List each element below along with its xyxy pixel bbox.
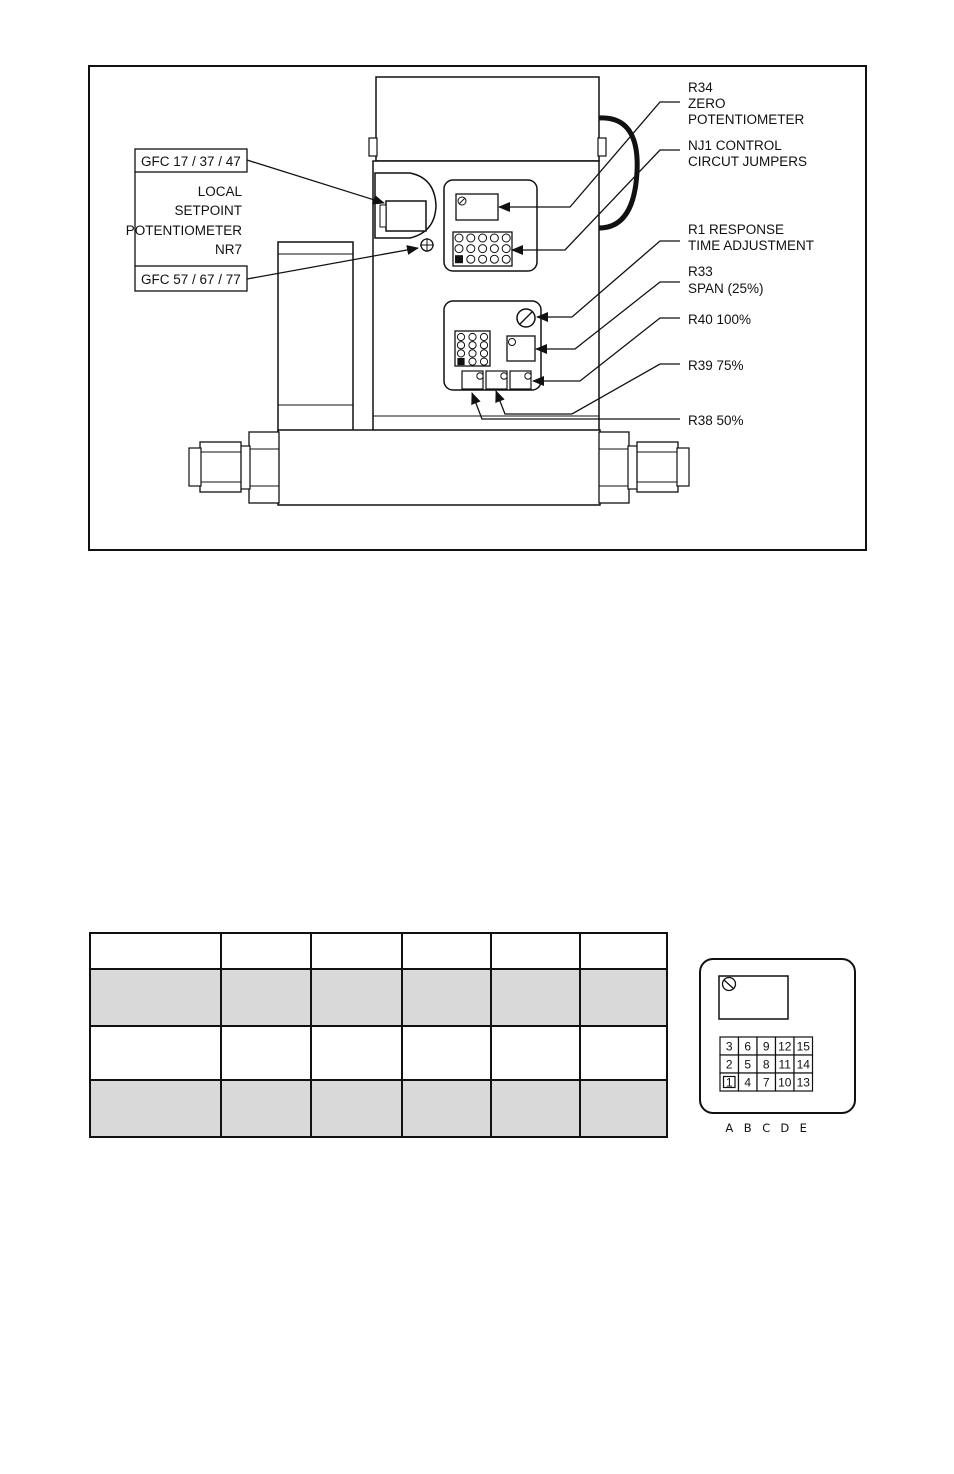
jumper-pin [502, 255, 510, 263]
setpoint-label-line-4: NR7 [214, 242, 242, 257]
r33-label-line-2: SPAN (25%) [688, 281, 764, 296]
jumper-pin [480, 358, 487, 365]
table-row [90, 969, 667, 1026]
side-module [278, 242, 353, 432]
table-row [90, 933, 667, 969]
table-cell [311, 1080, 402, 1137]
jumper-pin [455, 245, 463, 253]
jumper-cell-number: 15 [796, 1039, 810, 1054]
jumper-column-letter: A [725, 1121, 734, 1135]
jumper-pin [469, 333, 476, 340]
table-cell [90, 1080, 221, 1137]
gfc-bottom-label: GFC 57 / 67 / 77 [141, 272, 241, 287]
table-cell [491, 933, 580, 969]
jumper-cell-number: 6 [744, 1039, 752, 1054]
table-cell [580, 969, 667, 1026]
jumper-cell-number: 5 [744, 1057, 752, 1072]
jumper-pin [479, 234, 487, 242]
table-cell [90, 1026, 221, 1080]
leader-gfc-top [247, 160, 384, 203]
device-top-block [376, 77, 599, 161]
jumper-cell-number: 7 [762, 1075, 770, 1090]
jumper-pin [490, 245, 498, 253]
device-diagram [0, 0, 954, 600]
jumper-cell-number: 11 [778, 1057, 791, 1072]
setpoint-pot [386, 201, 426, 231]
jumper-configuration-table [89, 932, 668, 1138]
nj1-jumper-block [453, 232, 512, 266]
jumper-pin [457, 333, 464, 340]
table-cell [491, 1026, 580, 1080]
r1-label-line-2: TIME ADJUSTMENT [688, 238, 815, 253]
jumper-pin [490, 234, 498, 242]
jumper-pin [490, 255, 498, 263]
table-cell [491, 1080, 580, 1137]
jumper-pin [480, 333, 487, 340]
jumper-column-letter: E [799, 1121, 807, 1135]
jumper-cell-number: 12 [778, 1039, 792, 1054]
jumper-pin-square [457, 358, 464, 365]
r34-label-line-2: ZERO [688, 96, 726, 111]
table-cell [402, 933, 491, 969]
table-cell [580, 933, 667, 969]
setpoint-label-line-1: LOCAL [197, 184, 242, 199]
jumper-cell-number: 10 [778, 1075, 792, 1090]
table-cell [311, 969, 402, 1026]
jumper-pin-square [455, 255, 463, 263]
r34-label-line-3: POTENTIOMETER [688, 112, 805, 127]
jumper-cell-number: 2 [725, 1057, 733, 1072]
jumper-pin [469, 358, 476, 365]
device-diagram-svg [0, 0, 954, 600]
device-top-tab-left [369, 138, 377, 156]
jumper-cell-number: 8 [762, 1057, 770, 1072]
jumper-cell-number: 14 [796, 1057, 810, 1072]
r1-label-line-1: R1 RESPONSE [688, 222, 785, 237]
r40-label: R40 100% [688, 312, 752, 327]
r33-label-line-1: R33 [688, 264, 713, 279]
r34-label-line-1: R34 [688, 80, 713, 95]
jumper-pin [469, 350, 476, 357]
table-cell [580, 1026, 667, 1080]
jumper-pin [457, 342, 464, 349]
table-cell [90, 969, 221, 1026]
table-cell [491, 969, 580, 1026]
setpoint-label-line-2: SETPOINT [174, 203, 242, 218]
r39-label: R39 75% [688, 358, 744, 373]
table-cell [402, 969, 491, 1026]
jumper-pin [457, 350, 464, 357]
table-cell [221, 969, 311, 1026]
jumper-cell-number: 1 [725, 1075, 733, 1090]
jumper-pin [480, 342, 487, 349]
jumper-pin [455, 234, 463, 242]
left-fitting [189, 432, 279, 503]
table-row [90, 1080, 667, 1137]
table-cell [402, 1080, 491, 1137]
table-cell [311, 1026, 402, 1080]
jumper-column-letter: C [762, 1121, 771, 1135]
table-cell [402, 1026, 491, 1080]
setpoint-label-line-3: POTENTIOMETER [125, 223, 242, 238]
jumper-pin [479, 245, 487, 253]
jumper-map-svg [690, 950, 870, 1150]
jumper-pin [467, 255, 475, 263]
jumper-pin [467, 245, 475, 253]
jumper-cell-number: 3 [725, 1039, 733, 1054]
jumper-grid [720, 1037, 813, 1135]
jumper-map-diagram [690, 950, 870, 1150]
right-fitting [599, 432, 689, 503]
table-row [90, 1026, 667, 1080]
lower-jumper-block [455, 331, 490, 366]
jumper-cell-number: 4 [744, 1075, 752, 1090]
table-cell [90, 933, 221, 969]
jumper-column-letter: D [780, 1121, 790, 1135]
jumper-column-letter: B [743, 1121, 752, 1135]
table-cell [311, 933, 402, 969]
jumper-cell-number: 9 [762, 1039, 770, 1054]
jumper-pin [469, 342, 476, 349]
table-cell [221, 933, 311, 969]
jumper-pin [480, 350, 487, 357]
nj1-label-line-1: NJ1 CONTROL [688, 138, 782, 153]
jumper-pin [479, 255, 487, 263]
table-cell [221, 1080, 311, 1137]
device-top-tab-right [598, 138, 606, 156]
gfc-top-label: GFC 17 / 37 / 47 [141, 154, 241, 169]
jumper-pin [502, 234, 510, 242]
flow-base [278, 430, 600, 505]
jumper-pin [467, 234, 475, 242]
table-cell [221, 1026, 311, 1080]
r38-label: R38 50% [688, 413, 744, 428]
nj1-label-line-2: CIRCUT JUMPERS [688, 154, 808, 169]
jumper-cell-number: 13 [796, 1075, 810, 1090]
table-cell [580, 1080, 667, 1137]
jumper-pin [502, 245, 510, 253]
